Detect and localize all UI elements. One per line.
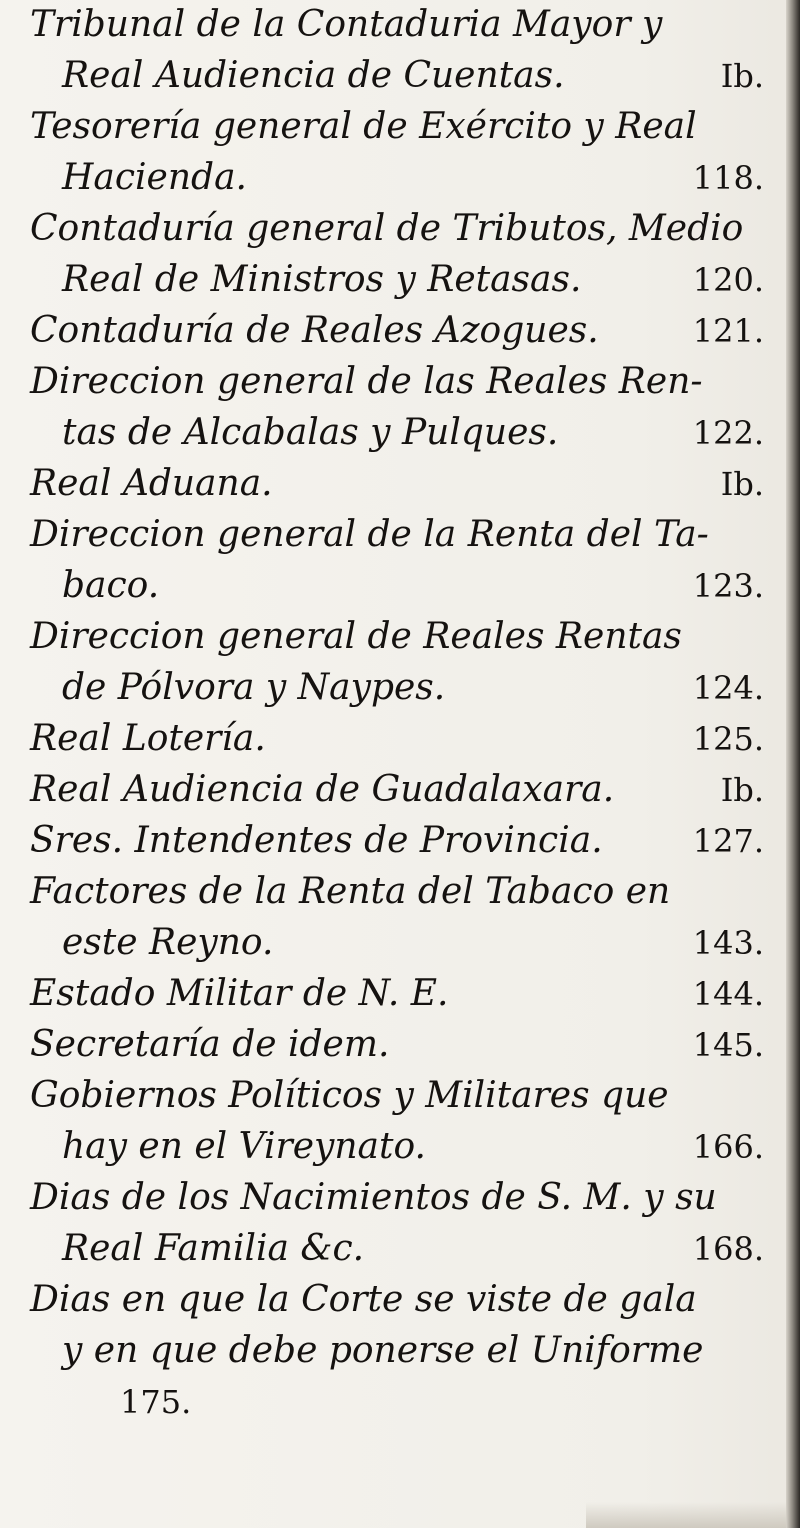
entry-text: Dias de los Nacimientos de S. M. y su <box>30 1177 717 1218</box>
page-number: 145. <box>692 1026 764 1064</box>
toc-line <box>0 359 786 405</box>
page-number: 175. <box>120 1383 192 1421</box>
entry-text: Estado Militar de N. E. <box>30 973 449 1014</box>
toc-line <box>0 716 786 762</box>
entry-text: Real de Ministros y Retasas. <box>62 259 582 300</box>
toc-line <box>0 206 786 252</box>
toc-line <box>0 461 786 507</box>
toc-line <box>0 614 786 660</box>
page-number: 144. <box>692 975 764 1013</box>
entry-text: Dias en que la Corte se viste de gala <box>30 1279 697 1320</box>
entry-text: este Reyno. <box>62 922 274 963</box>
page-number: 122. <box>692 414 764 452</box>
entry-text: Direccion general de la Renta del Ta- <box>30 514 709 555</box>
page-number: 121. <box>692 312 764 350</box>
toc-line <box>0 665 786 711</box>
page-number: Ib. <box>720 57 764 95</box>
page-number: 125. <box>692 720 764 758</box>
toc-line <box>0 104 786 150</box>
toc-line <box>0 257 786 303</box>
page-number: 127. <box>692 822 764 860</box>
toc-line <box>0 512 786 558</box>
entry-text: Real Familia &c. <box>62 1228 365 1269</box>
entry-text: Gobiernos Políticos y Militares que <box>30 1075 669 1116</box>
entry-text: Contaduría general de Tributos, Medio <box>30 208 744 249</box>
page-number: 124. <box>692 669 764 707</box>
entry-text: y en que debe ponerse el Uniforme <box>62 1330 704 1371</box>
entry-text: Tribunal de la Contaduria Mayor y <box>30 4 663 45</box>
page-number: 118. <box>692 159 764 197</box>
toc-line <box>0 308 786 354</box>
toc-line <box>0 1379 786 1425</box>
page-number: 120. <box>692 261 764 299</box>
page-number: Ib. <box>720 465 764 503</box>
toc-line <box>0 1022 786 1068</box>
entry-text: Direccion general de las Reales Ren- <box>30 361 703 402</box>
toc-line <box>0 1124 786 1170</box>
toc-line <box>0 53 786 99</box>
page-number: Ib. <box>720 771 764 809</box>
entry-text: Contaduría de Reales Azogues. <box>30 310 599 351</box>
page-number: 166. <box>692 1128 764 1166</box>
entry-text: Real Aduana. <box>30 463 273 504</box>
entry-text: hay en el Vireynato. <box>62 1126 426 1167</box>
toc-line <box>0 920 786 966</box>
entry-text: Direccion general de Reales Rentas <box>30 616 682 657</box>
entry-text: baco. <box>62 565 160 606</box>
toc-line <box>0 869 786 915</box>
page-edge-shadow <box>786 0 800 1528</box>
page-bottom-shadow <box>586 1502 786 1528</box>
toc-line <box>0 767 786 813</box>
page-number: 123. <box>692 567 764 605</box>
entry-text: Real Lotería. <box>30 718 266 759</box>
toc-line <box>0 1277 786 1323</box>
page-number: 143. <box>692 924 764 962</box>
entry-text: Hacienda. <box>62 157 247 198</box>
entry-text: Tesorería general de Exército y Real <box>30 106 697 147</box>
toc-line <box>0 563 786 609</box>
page-number: 168. <box>692 1230 764 1268</box>
entry-text: Secretaría de idem. <box>30 1024 390 1065</box>
toc-line <box>0 1175 786 1221</box>
entry-text: tas de Alcabalas y Pulques. <box>62 412 559 453</box>
entry-text: Real Audiencia de Guadalaxara. <box>30 769 615 810</box>
entry-text: Real Audiencia de Cuentas. <box>62 55 565 96</box>
toc-line <box>0 410 786 456</box>
toc-line <box>0 1073 786 1119</box>
entry-text: Factores de la Renta del Tabaco en <box>30 871 671 912</box>
entry-text: Sres. Intendentes de Provincia. <box>30 820 603 861</box>
toc-line <box>0 971 786 1017</box>
entry-text: de Pólvora y Naypes. <box>62 667 446 708</box>
toc-line <box>0 2 786 48</box>
toc-line <box>0 155 786 201</box>
toc-line <box>0 1226 786 1272</box>
toc-line <box>0 818 786 864</box>
toc-line <box>0 1328 786 1374</box>
